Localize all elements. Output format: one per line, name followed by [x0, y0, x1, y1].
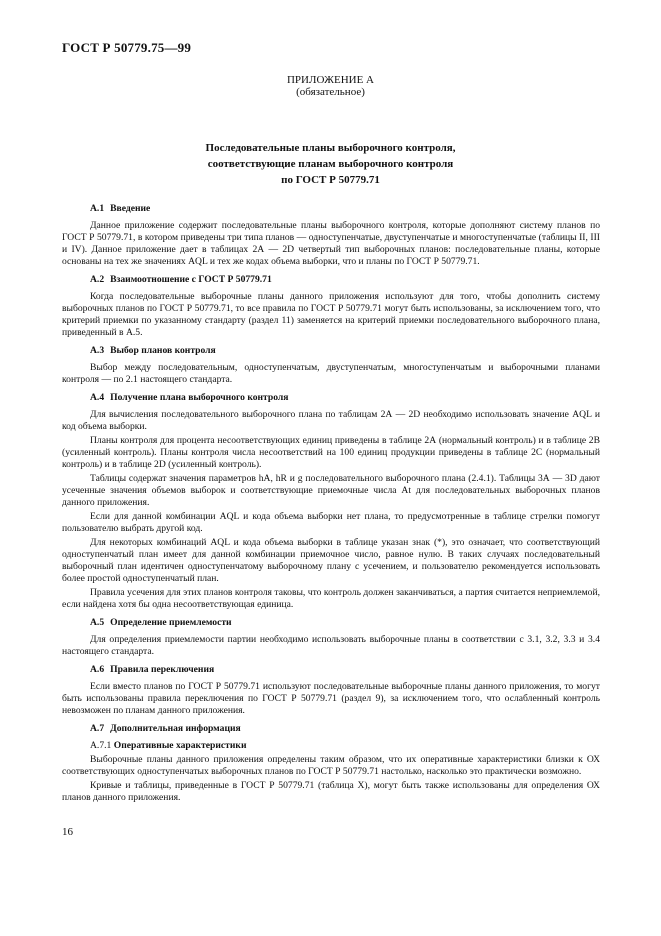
subsection-title: Оперативные характеристики [113, 740, 247, 751]
paragraph: Для вычисления последовательного выборочного плана по таблицам 2А — 2D необходимо использовать значение AQL и код объема выборки. [62, 409, 600, 432]
document-code-header: ГОСТ Р 50779.75—99 [62, 40, 192, 55]
section-heading-a4 [90, 392, 600, 404]
section-number: А.4 [90, 392, 105, 403]
document-body [62, 197, 600, 804]
section-number: А.6 [90, 664, 105, 675]
paragraph: Выборочные планы данного приложения определены таким образом, что их оперативные характеристики близки к ОХ соответствующих одноступенчатых выборочных планов по ГОСТ Р 50779.71 настолько, насколько это практически возможно. [62, 754, 600, 777]
subsection-number: А.7.1 [90, 740, 112, 751]
paragraph: Кривые и таблицы, приведенные в ГОСТ Р 50779.71 (таблица X), могут быть также использованы для определения ОХ планов данного приложения. [62, 780, 600, 803]
paragraph: Когда последовательные выборочные планы данного приложения используют для того, чтобы дополнить систему выборочных планов по ГОСТ Р 50779.71, то все правила по ГОСТ Р 50779.71 могут быть использованы, за исключением того, что критерий приемки по указанному стандарту (раздел 11) заменяется на критерий приемки последовательного выборочного плана, приведенный в А.5. [62, 291, 600, 338]
paragraph: Для определения приемлемости партии необходимо использовать выборочные планы в соответствии с 3.1, 3.2, 3.3 и 3.4 настоящего стандарта. [62, 634, 600, 657]
paragraph: Планы контроля для процента несоответствующих единиц приведены в таблице 2А (нормальный контроль) и в таблице 2В (усиленный контроль). Планы контроля числа несоответствий на 100 единиц продукции приведены в таблице 2С (нормальный контроль) и в таблице 2D (усиленный контроль). [62, 435, 600, 470]
section-number: А.7 [90, 723, 105, 734]
section-title: Выбор планов контроля [110, 345, 216, 356]
section-title: Взаимоотношение с ГОСТ Р 50779.71 [110, 274, 272, 285]
section-heading-a1 [90, 203, 600, 215]
paragraph: Если вместо планов по ГОСТ Р 50779.71 используют последовательные выборочные планы данного приложения, то могут быть использованы правила переключения по ГОСТ Р 50779.71 (раздел 9), за исключением того, что ослабленный контроль невозможен по планам данного приложения. [62, 681, 600, 716]
section-heading-a5 [90, 617, 600, 629]
section-heading-a6 [90, 664, 600, 676]
section-title: Получение плана выборочного контроля [110, 392, 289, 403]
appendix-heading [0, 74, 661, 98]
section-title: Определение приемлемости [110, 617, 232, 628]
section-number: А.3 [90, 345, 105, 356]
section-heading-a7 [90, 723, 600, 735]
paragraph: Данное приложение содержит последовательные планы выборочного контроля, которые дополняют систему планов по ГОСТ Р 50779.71, в котором приведены три типа планов — одноступенчатые, двуступенчатые и многоступенчатые (таблицы II, III и IV). Данное приложение дает в таблицах 2А — 2D четвертый тип выборочных планов: последовательные планы, которые основаны на тех же значениях AQL и тех же кодах объема выборки, что и планы по ГОСТ Р 50779.71. [62, 220, 600, 267]
section-number: А.5 [90, 617, 105, 628]
section-heading-a2 [90, 274, 600, 286]
title-line-1: Последовательные планы выборочного контроля, [205, 142, 456, 154]
page-number: 16 [62, 826, 73, 838]
document-title [0, 140, 661, 188]
appendix-status: (обязательное) [296, 86, 365, 98]
paragraph: Таблицы содержат значения параметров hA, hR и g последовательного выборочного плана (2.4.1). Таблицы 3А — 3D дают усеченные значения объемов выборок и соответствующие приемочные числа At для последовательных выборочных планов данного приложения. [62, 473, 600, 508]
subsection-heading-a7-1 [90, 740, 600, 752]
section-title: Дополнительная информация [110, 723, 241, 734]
section-heading-a3 [90, 345, 600, 357]
title-line-3: по ГОСТ Р 50779.71 [281, 174, 380, 186]
paragraph: Если для данной комбинации AQL и кода объема выборки нет плана, то предусмотренные в таблице стрелки помогут пользователю выбрать другой код. [62, 511, 600, 534]
paragraph: Выбор между последовательным, одноступенчатым, двуступенчатым, многоступенчатым и выборочными планами контроля — по 2.1 настоящего стандарта. [62, 362, 600, 385]
section-title: Правила переключения [110, 664, 215, 675]
paragraph: Для некоторых комбинаций AQL и кода объема выборки в таблице указан знак (*), это означает, что соответствующий одноступенчатый план имеет для данной комбинации приемочное число, равное нулю. В таких случаях последовательный выборочный план идентичен одноступенчатому выборочному плану с усечением, и пользователю рекомендуется использовать более простой одноступенчатый план. [62, 537, 600, 584]
title-line-2: соответствующие планам выборочного контроля [207, 158, 454, 170]
section-number: А.2 [90, 274, 105, 285]
paragraph: Правила усечения для этих планов контроля таковы, что контроль должен заканчиваться, а партия считается неприемлемой, если найдена хотя бы одна несоответствующая единица. [62, 587, 600, 610]
section-number: А.1 [90, 203, 105, 214]
appendix-label: ПРИЛОЖЕНИЕ А [286, 74, 374, 86]
section-title: Введение [110, 203, 151, 214]
